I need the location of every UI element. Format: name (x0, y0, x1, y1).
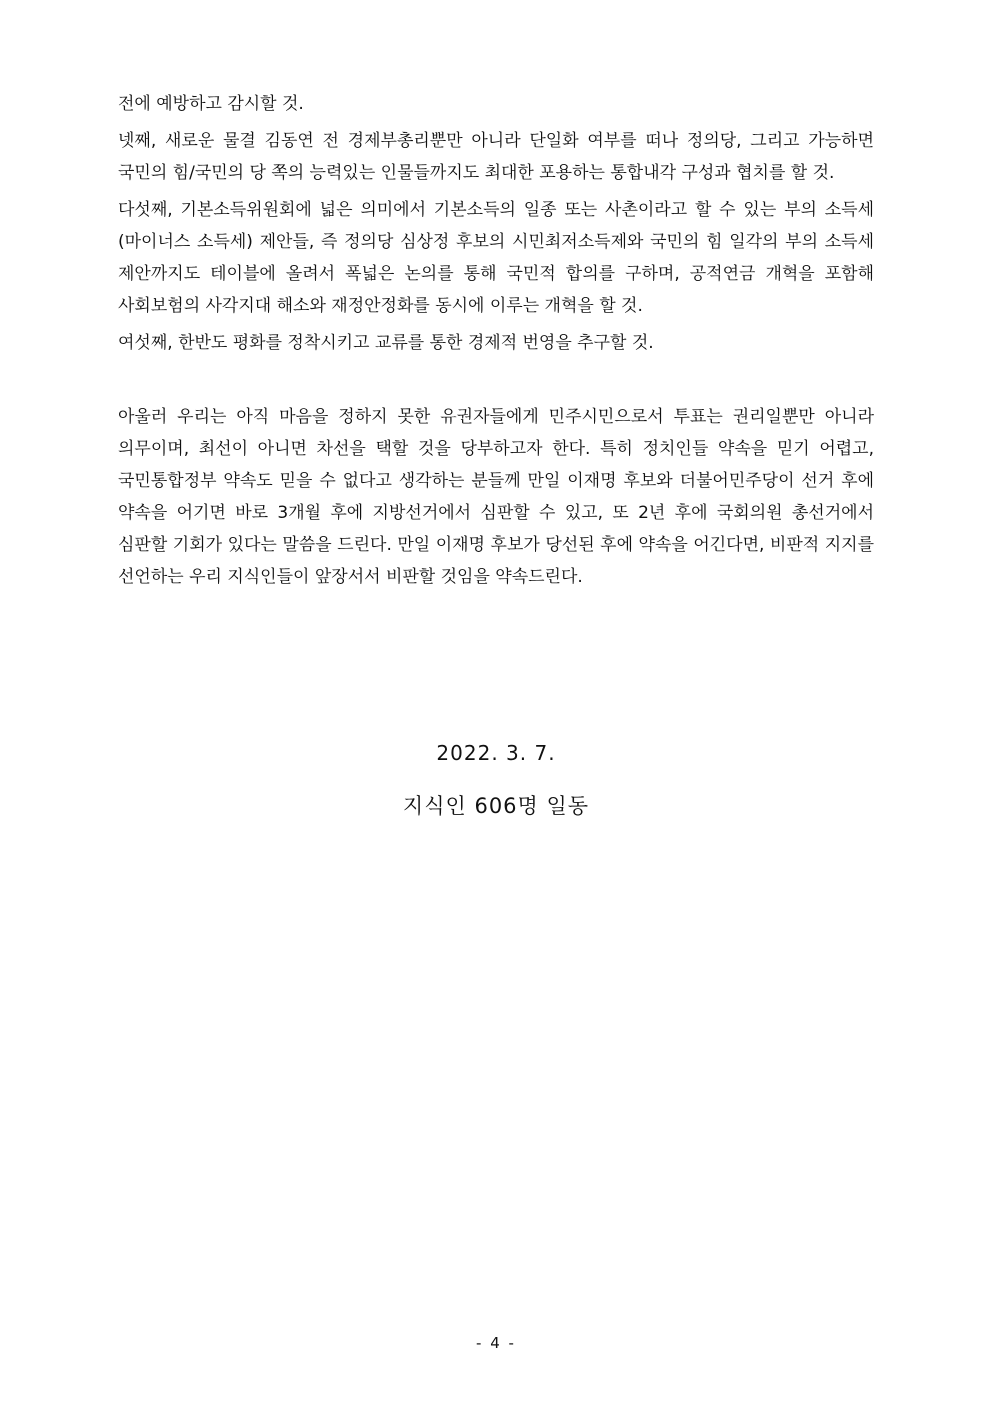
paragraph-spacer (118, 359, 874, 401)
paragraph-continuation: 전에 예방하고 감시할 것. (118, 94, 304, 114)
paragraph-fourth: 넷째, 새로운 물결 김동연 전 경제부총리뿐만 아니라 단일화 여부를 떠나 정의당, 그리고 가능하면 국민의 힘/국민의 당 쪽의 능력있는 인물들까지도 최대한 포용하는 통합내각 구성과 협치를 할 것. (118, 131, 874, 183)
page-number: - 4 - (476, 1334, 516, 1352)
paragraph-fifth: 다섯째, 기본소득위원회에 넓은 의미에서 기본소득의 일종 또는 사촌이라고 할 수 있는 부의 소득세(마이너스 소득세) 제안들, 즉 정의당 심상정 후보의 시민최저소득제와 국민의 힘 일각의 부의 소득세 제안까지도 테이블에 올려서 폭넓은 논의를 통해 국민적 합의를 구하며, 공적연금 개혁을 포함해 사회보험의 사각지대 해소와 재정안정화를 동시에 이루는 개혁을 할 것. (118, 200, 874, 316)
document-date: 2022. 3. 7. (436, 741, 556, 765)
closing-paragraph: 아울러 우리는 아직 마음을 정하지 못한 유권자들에게 민주시민으로서 투표는 권리일뿐만 아니라 의무이며, 최선이 아니면 차선을 택할 것을 당부하고자 한다. 특히 정치인들 약속을 믿기 어렵고, 국민통합정부 약속도 믿을 수 없다고 생각하는 분들께 만일 이재명 후보와 더불어민주당이 선거 후에 약속을 어기면 바로 3개월 후에 지방선거에서 심판할 수 있고, 또 2년 후에 국회의원 총선거에서 심판할 기회가 있다는 말씀을 드린다. 만일 이재명 후보가 당선된 후에 약속을 어긴다면, 비판적 지지를 선언하는 우리 지식인들이 앞장서서 비판할 것임을 약속드린다. (118, 407, 874, 587)
document-signature: 지식인 606명 일동 (402, 794, 590, 818)
document-body (118, 88, 874, 593)
paragraph-sixth: 여섯째, 한반도 평화를 정착시키고 교류를 통한 경제적 번영을 추구할 것. (118, 333, 654, 353)
